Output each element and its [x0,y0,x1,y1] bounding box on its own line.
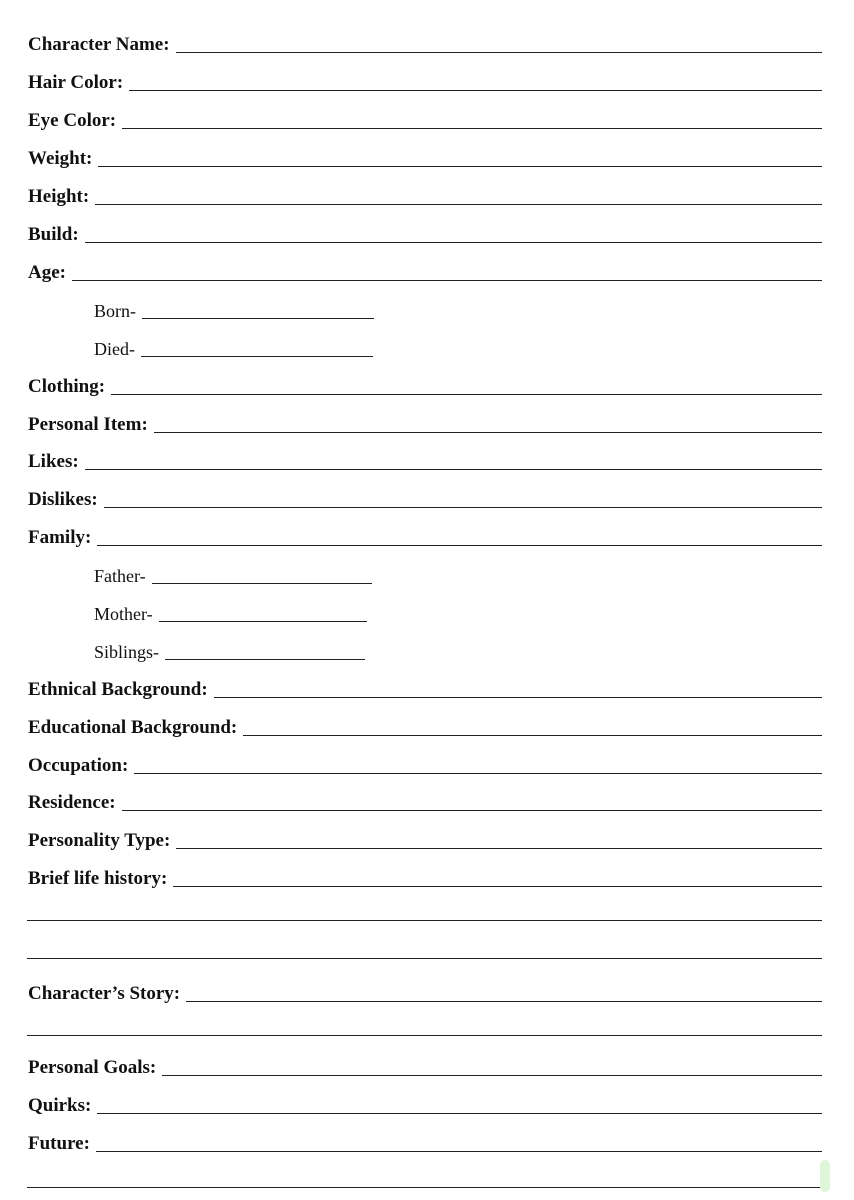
occupation-field[interactable] [134,773,822,774]
father-row [94,557,822,587]
weight-row [28,140,822,170]
educational-background-row [28,709,822,739]
age-row [28,254,822,284]
hair-color-row [28,64,822,94]
future-label: Future: [28,1133,90,1154]
future-row [28,1125,822,1155]
personal-goals-label: Personal Goals: [28,1057,157,1078]
eye-color-field[interactable] [122,128,822,129]
personal-item-row [28,406,822,436]
mother-field[interactable] [159,621,367,622]
family-row [28,519,822,549]
build-label: Build: [28,224,79,245]
brief-life-history-row [28,860,822,890]
build-row [28,216,822,246]
personal-goals-row [28,1049,822,1079]
born-field[interactable] [142,318,374,319]
born-row [94,292,822,322]
likes-field[interactable] [85,469,822,470]
eye-color-label: Eye Color: [28,110,117,131]
died-label: Died- [94,339,135,359]
quirks-field[interactable] [97,1113,822,1114]
characters-story-field[interactable] [186,1001,822,1002]
weight-field[interactable] [98,166,822,167]
characters-story-row [28,975,822,1005]
ethnical-background-row [28,671,822,701]
educational-background-field[interactable] [243,735,822,736]
born-label: Born- [94,301,136,321]
scroll-indicator [820,1160,830,1192]
future-field[interactable] [96,1151,822,1152]
brief-life-history-line-2[interactable] [27,920,822,921]
died-row [94,330,822,360]
characters-story-line-2[interactable] [27,1035,822,1036]
father-label: Father- [94,566,146,586]
brief-life-history-line-3[interactable] [27,958,822,959]
brief-life-history-field[interactable] [173,886,822,887]
likes-row [28,443,822,473]
family-field[interactable] [97,545,822,546]
personality-type-field[interactable] [176,848,822,849]
siblings-row [94,633,822,663]
quirks-row [28,1087,822,1117]
eye-color-row [28,102,822,132]
hair-color-field[interactable] [129,90,822,91]
mother-label: Mother- [94,604,153,624]
clothing-label: Clothing: [28,376,106,397]
ethnical-background-field[interactable] [214,697,822,698]
occupation-label: Occupation: [28,755,129,776]
age-label: Age: [28,262,66,283]
ethnical-background-label: Ethnical Background: [28,679,208,700]
personality-type-label: Personality Type: [28,830,171,851]
characters-story-label: Character’s Story: [28,983,181,1004]
clothing-field[interactable] [111,394,822,395]
residence-label: Residence: [28,792,116,813]
age-field[interactable] [72,280,822,281]
family-label: Family: [28,527,92,548]
future-line-2[interactable] [27,1187,822,1188]
died-field[interactable] [141,356,373,357]
height-row [28,178,822,208]
father-field[interactable] [152,583,372,584]
occupation-row [28,747,822,777]
likes-label: Likes: [28,451,79,472]
mother-row [94,595,822,625]
educational-background-label: Educational Background: [28,717,238,738]
quirks-label: Quirks: [28,1095,92,1116]
clothing-row [28,368,822,398]
height-label: Height: [28,186,90,207]
dislikes-label: Dislikes: [28,489,98,510]
personal-item-field[interactable] [154,432,822,433]
dislikes-field[interactable] [104,507,822,508]
siblings-label: Siblings- [94,642,160,662]
dislikes-row [28,481,822,511]
height-field[interactable] [95,204,822,205]
personal-goals-field[interactable] [162,1075,822,1076]
personality-type-row [28,822,822,852]
build-field[interactable] [85,242,822,243]
brief-life-history-label: Brief life history: [28,868,168,889]
personal-item-label: Personal Item: [28,414,148,435]
siblings-field[interactable] [165,659,365,660]
residence-field[interactable] [122,810,822,811]
residence-row [28,784,822,814]
character-name-label: Character Name: [28,34,170,55]
hair-color-label: Hair Color: [28,72,124,93]
weight-label: Weight: [28,148,93,169]
character-name-field[interactable] [176,52,822,53]
character-name-row [28,26,822,56]
